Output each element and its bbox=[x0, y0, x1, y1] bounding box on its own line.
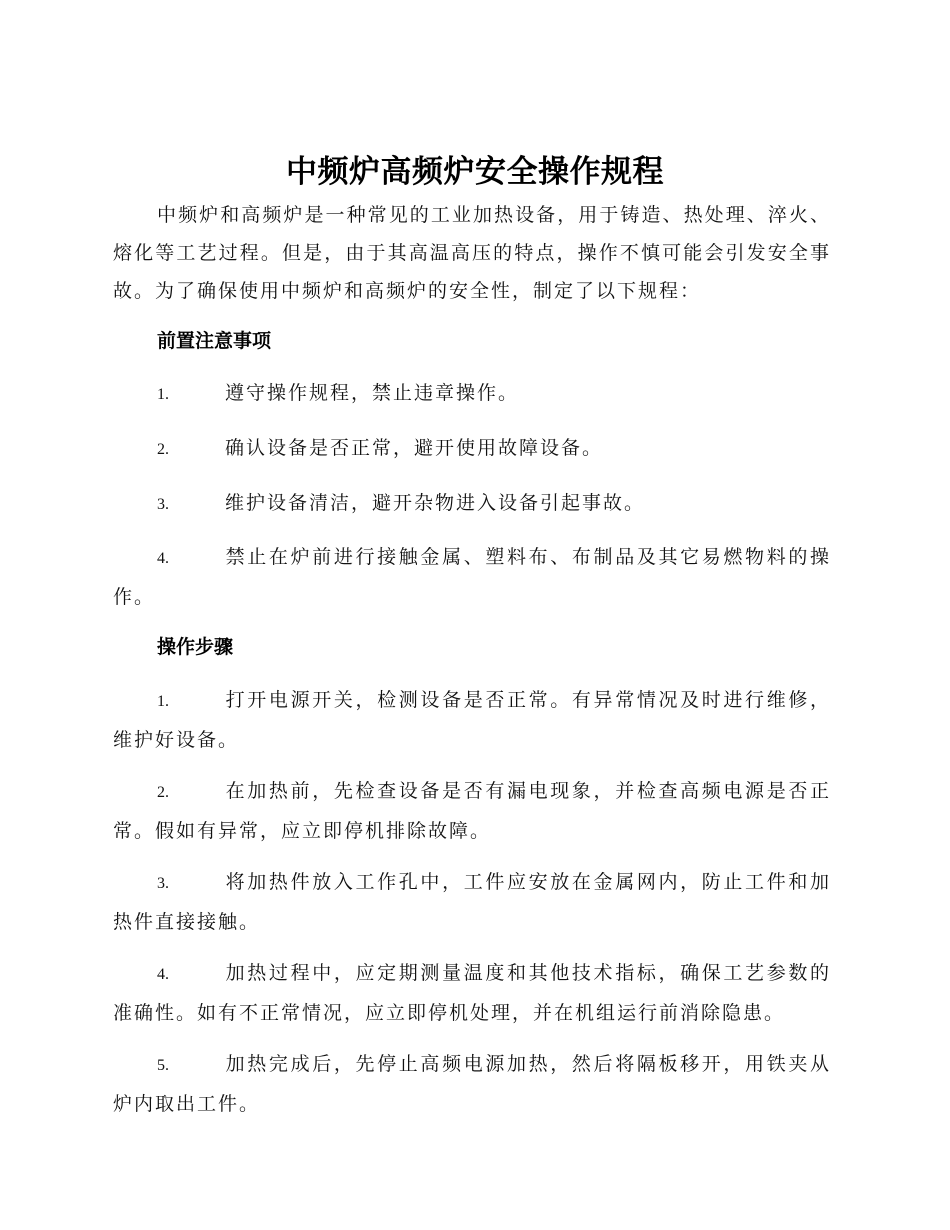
item-number: 4. bbox=[157, 550, 169, 567]
item-number: 1. bbox=[157, 386, 169, 403]
step-item-5 bbox=[113, 1045, 831, 1123]
step-item-4 bbox=[113, 954, 831, 1032]
precaution-item-2 bbox=[113, 429, 831, 469]
step-item-1 bbox=[113, 681, 831, 759]
precaution-item-3 bbox=[113, 484, 831, 524]
item-text: 加热过程中，应定期测量温度和其他技术指标，确保工艺参数的准确性。如有不正常情况，应立即停机处理，并在机组运行前消除隐患。 bbox=[113, 962, 831, 1024]
item-number: 5. bbox=[157, 1057, 169, 1074]
document-title: 中频炉高频炉安全操作规程 bbox=[286, 154, 664, 190]
step-item-3 bbox=[113, 863, 831, 941]
item-text: 在加热前，先检查设备是否有漏电现象，并检查高频电源是否正常。假如有异常，应立即停机排除故障。 bbox=[113, 780, 831, 842]
section-heading-precautions: 前置注意事项 bbox=[157, 330, 272, 352]
item-text: 加热完成后，先停止高频电源加热，然后将隔板移开，用铁夹从炉内取出工件。 bbox=[113, 1053, 831, 1115]
precaution-item-1 bbox=[113, 374, 831, 414]
item-number: 1. bbox=[157, 693, 169, 710]
item-text: 确认设备是否正常，避开使用故障设备。 bbox=[225, 437, 604, 459]
precaution-item-4 bbox=[113, 538, 831, 616]
step-item-2 bbox=[113, 772, 831, 850]
item-number: 4. bbox=[157, 966, 169, 983]
item-text: 打开电源开关，检测设备是否正常。有异常情况及时进行维修，维护好设备。 bbox=[113, 689, 831, 751]
item-text: 维护设备清洁，避开杂物进入设备引起事故。 bbox=[225, 492, 646, 514]
item-text: 遵守操作规程，禁止违章操作。 bbox=[225, 382, 520, 404]
item-number: 3. bbox=[157, 496, 169, 513]
item-text: 禁止在炉前进行接触金属、塑料布、布制品及其它易燃物料的操作。 bbox=[113, 546, 831, 608]
item-number: 3. bbox=[157, 875, 169, 892]
section-heading-steps: 操作步骤 bbox=[157, 636, 234, 658]
item-text: 将加热件放入工作孔中，工件应安放在金属网内，防止工件和加热件直接接触。 bbox=[113, 871, 831, 933]
item-number: 2. bbox=[157, 784, 169, 801]
intro-paragraph: 中频炉和高频炉是一种常见的工业加热设备，用于铸造、热处理、淬火、熔化等工艺过程。但是，由于其高温高压的特点，操作不慎可能会引发安全事故。为了确保使用中频炉和高频炉的安全性，制定了以下规程： bbox=[113, 204, 831, 302]
item-number: 2. bbox=[157, 441, 169, 458]
